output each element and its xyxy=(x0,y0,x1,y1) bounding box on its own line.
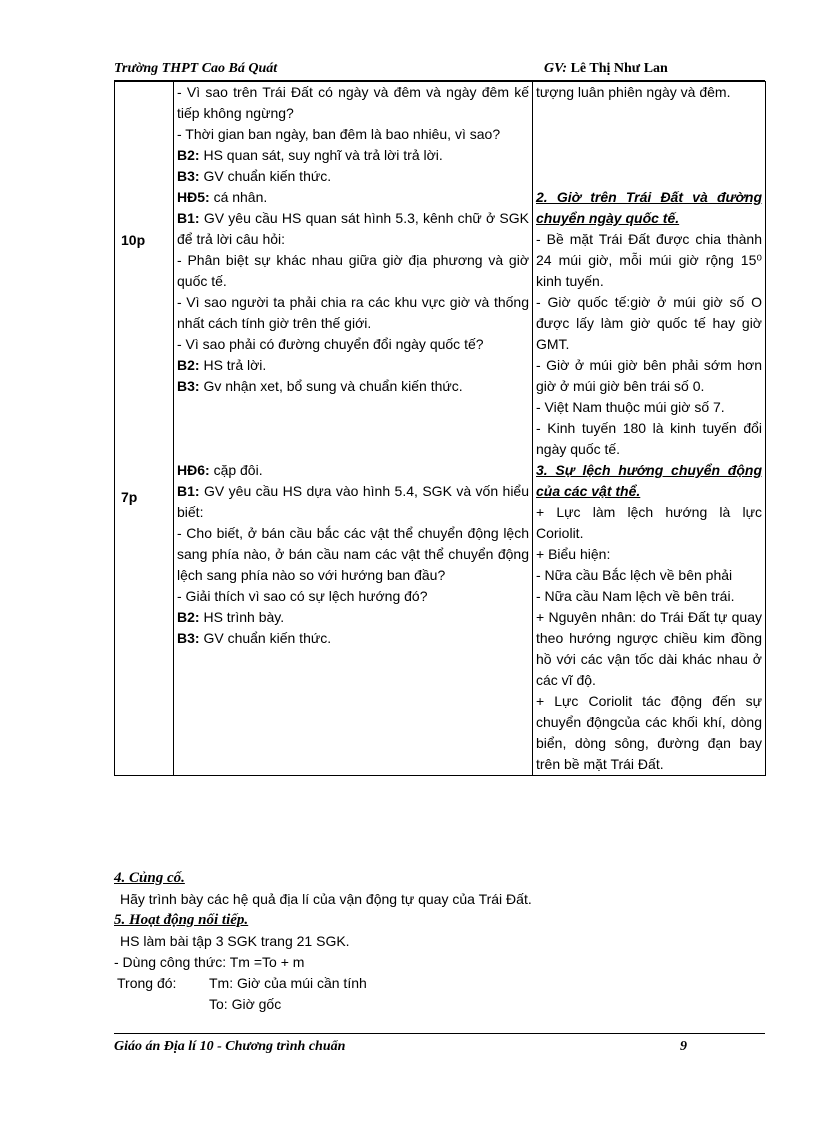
footer-rule xyxy=(114,1033,765,1034)
section-5-line: To: Giờ gốc xyxy=(209,996,282,1012)
step-b1: B1: GV yêu cầu HS dựa vào hình 5.4, SGK và vốn hiểu biết: xyxy=(177,483,530,520)
section-4-title: 4. Củng cố. xyxy=(114,870,185,886)
activity-line: - Phân biệt sự khác nhau giữa giờ địa phương và giờ quốc tế. xyxy=(177,252,529,289)
content-line: + Biểu hiện: xyxy=(536,546,611,562)
spacer xyxy=(536,103,762,124)
content-line: + Nguyên nhân: do Trái Đất tự quay theo hướng ngược chiều kim đồng hồ với các vận tốc dài khác nhau ở các vĩ độ. xyxy=(536,609,762,688)
content-line: - Giờ quốc tế:giờ ở múi giờ số O được lấy làm giờ quốc tế hay giờ GMT. xyxy=(536,294,762,352)
step-b3: B3: Gv nhận xet, bổ sung và chuẩn kiến thức. xyxy=(177,378,463,394)
activity-line: - Thời gian ban ngày, ban đêm là bao nhiêu, vì sao? xyxy=(177,126,501,142)
time-cell xyxy=(115,82,174,776)
activity-line: - Vì sao trên Trái Đất có ngày và đêm và ngày đêm kế tiếp không ngừng? xyxy=(177,84,529,121)
section-5-line: - Dùng công thức: Tm =To + m xyxy=(114,954,305,970)
spacer xyxy=(177,439,529,460)
content-line: + Lực làm lệch hướng là lực Coriolit. xyxy=(536,504,762,541)
spacer xyxy=(536,124,762,145)
content-line: + Lực Coriolit tác động đến sự chuyển độngcủa các khối khí, dòng biển, dòng sông, đường đạn bay trên bề mặt Trái Đất. xyxy=(536,693,762,772)
content-cell xyxy=(533,82,766,776)
school-name: Trường THPT Cao Bá Quát xyxy=(114,61,278,76)
content-line: - Giờ ở múi giờ bên phải sớm hơn giờ ở múi giờ bên trái số 0. xyxy=(536,357,762,394)
step-b2: B2: HS trả lời. xyxy=(177,357,267,373)
content-line: - Việt Nam thuộc múi giờ số 7. xyxy=(536,399,725,415)
section-5-line: HS làm bài tập 3 SGK trang 21 SGK. xyxy=(120,933,350,949)
section-5-line: Trong đó: Tm: Giờ của múi cần tính xyxy=(117,975,367,991)
page-header xyxy=(114,61,764,81)
step-b2: B2: HS trình bày. xyxy=(177,609,285,625)
content-line: - Bề mặt Trái Đất được chia thành 24 múi giờ, mỗi múi giờ rộng 15⁰ kinh tuyến. xyxy=(536,231,762,289)
step-b1: B1: GV yêu cầu HS quan sát hình 5.3, kênh chữ ở SGK để trả lời câu hỏi: xyxy=(177,210,529,247)
spacer xyxy=(177,418,529,439)
activity-cell xyxy=(174,82,533,776)
table-row xyxy=(115,82,766,776)
activity-line: - Vì sao phải có đường chuyển đổi ngày quốc tế? xyxy=(177,336,484,352)
section-4-text: Hãy trình bày các hệ quả địa lí của vận động tự quay của Trái Đất. xyxy=(120,891,532,907)
content-line: - Kinh tuyến 180 là kinh tuyến đổi ngày quốc tế. xyxy=(536,420,762,457)
spacer xyxy=(177,397,529,418)
step-b3: B3: GV chuẩn kiến thức. xyxy=(177,168,332,184)
content-title: 3. Sự lệch hướng chuyển động của các vật thể. xyxy=(536,462,762,499)
activity-line: - Cho biết, ở bán cầu bắc các vật thể chuyển động lệch sang phía nào, ở bán cầu nam các vật thể chuyển động lệch sang phía nào so với hướng ban đầu? xyxy=(177,525,529,583)
teacher-name: Lê Thị Như Lan xyxy=(570,61,668,76)
step-b3: B3: GV chuẩn kiến thức. xyxy=(177,630,332,646)
teacher-label: GV: xyxy=(544,61,568,76)
teacher-info xyxy=(544,61,668,77)
activity-line: - Vì sao người ta phải chia ra các khu vực giờ và thống nhất cách tính giờ trên thế giới. xyxy=(177,294,529,331)
activity-heading: HĐ5: cá nhân. xyxy=(177,189,268,205)
content-line: tượng luân phiên ngày và đêm. xyxy=(536,84,731,100)
spacer xyxy=(536,166,762,187)
activity-line: - Giải thích vì sao có sự lệch hướng đó? xyxy=(177,588,428,604)
spacer xyxy=(536,145,762,166)
page-number: 9 xyxy=(680,1039,687,1054)
footer-title: Giáo án Địa lí 10 - Chương trình chuẩn xyxy=(114,1039,346,1054)
activity-heading: HĐ6: cặp đôi. xyxy=(177,462,263,478)
content-line: - Nữa cầu Nam lệch về bên trái. xyxy=(536,588,735,604)
time-label: 10p xyxy=(121,232,146,248)
page-footer xyxy=(114,1039,764,1055)
section-4 xyxy=(114,868,764,910)
step-b2: B2: HS quan sát, suy nghĩ và trả lời trả lời. xyxy=(177,147,443,163)
section-5 xyxy=(114,910,764,1015)
lesson-table xyxy=(114,81,766,776)
content-title: 2. Giờ trên Trái Đất và đường chuyển ngày quốc tế. xyxy=(536,189,762,226)
section-5-title: 5. Hoạt động nối tiếp. xyxy=(114,912,249,928)
content-line: - Nữa cầu Bắc lệch về bên phải xyxy=(536,567,733,583)
time-label: 7p xyxy=(121,489,138,505)
